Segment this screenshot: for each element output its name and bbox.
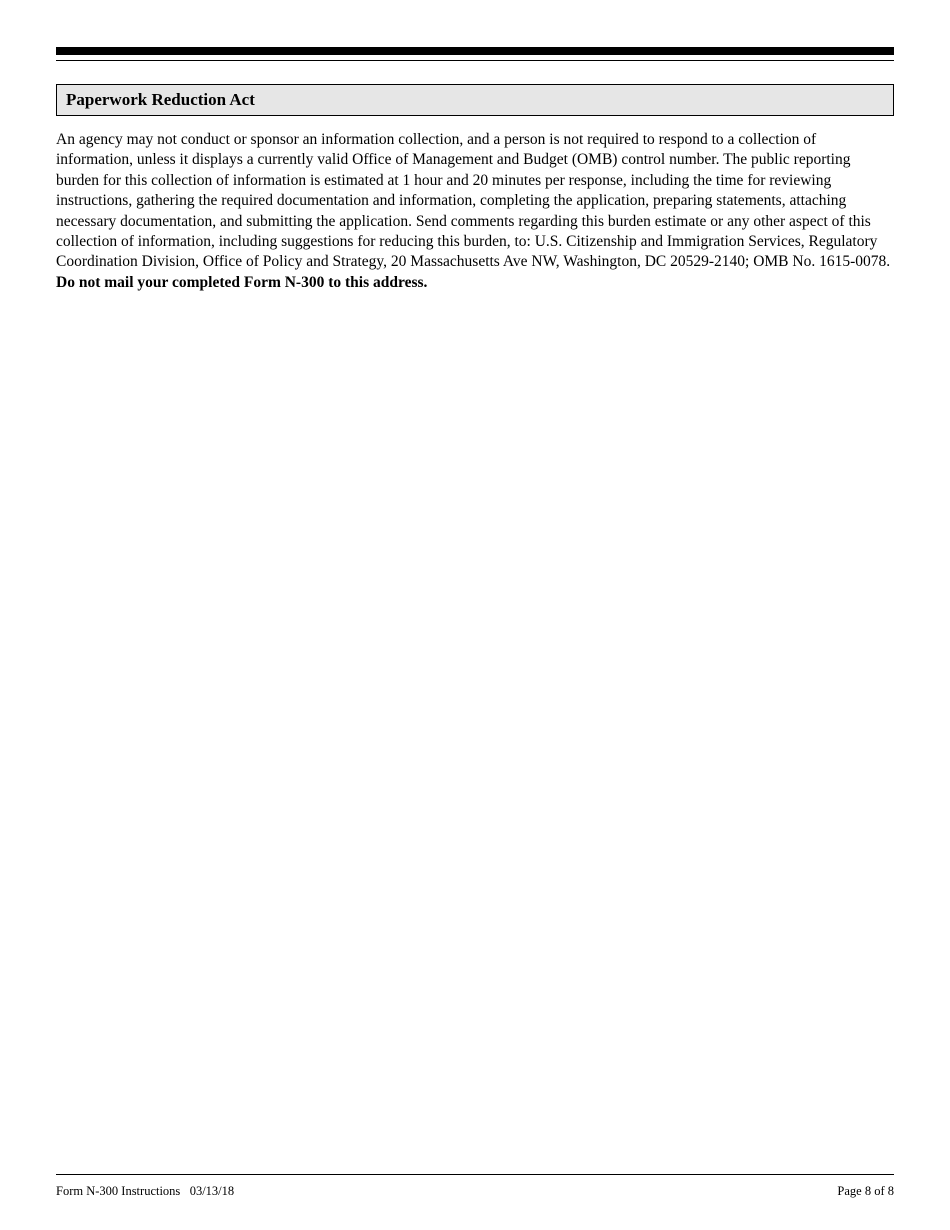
body-text: An agency may not conduct or sponsor an information collection, and a person is not required to respond to a collection of information, unless it displays a currently valid Office of Management and Budget (OMB) control number. The public reporting burden for this collection of information is estimated at 1 hour and 20 minutes per response, including the time for reviewing instructions, gathering the required documentation and information, completing the application, preparing statements, attaching necessary documentation, and submitting the application. Send comments regarding this burden estimate or any other aspect of this collection of information, including suggestions for reducing this burden, to: U.S. Citizenship and Immigration Services, Regulatory Coordination Division, Office of Policy and Strategy, 20 Massachusetts Ave NW, Washington, DC 20529-2140; OMB No. 1615-0078. — [56, 131, 891, 271]
footer-form-name: Form N-300 Instructions — [56, 1184, 181, 1198]
footer-edition-date: 03/13/18 — [189, 1184, 235, 1198]
header-thick-rule — [56, 47, 894, 55]
footer-rule — [56, 1174, 894, 1175]
body-paragraph — [56, 130, 896, 293]
section-header — [56, 84, 894, 116]
footer-form-info — [56, 1183, 234, 1199]
mailing-warning: Do not mail your completed Form N-300 to this address. — [56, 273, 428, 291]
section-title: Paperwork Reduction Act — [66, 90, 255, 109]
header-thin-rule — [56, 60, 894, 61]
footer-page-number: Page 8 of 8 — [837, 1184, 894, 1198]
